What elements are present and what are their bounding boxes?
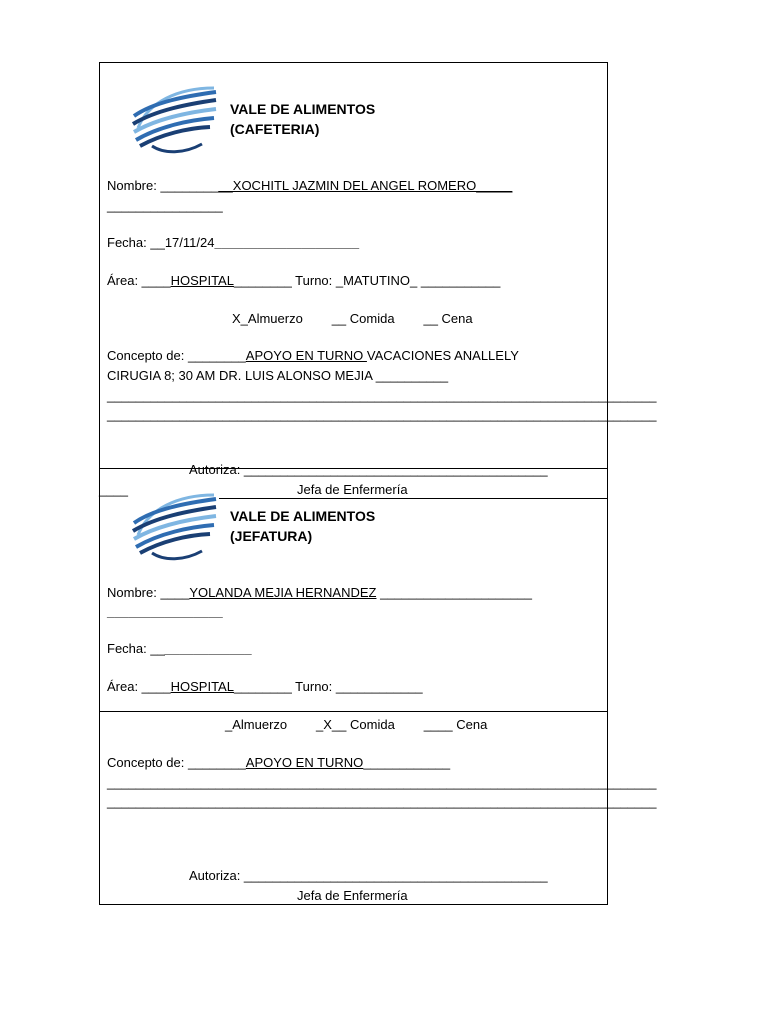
voucher2-meal-options: _Almuerzo _X__ Comida ____ Cena (225, 717, 488, 732)
divider-between-vouchers (219, 498, 608, 499)
wave-logo-icon (128, 82, 220, 156)
voucher1-autoriza: Autoriza: __________________________________________ (189, 462, 548, 477)
voucher2-subtitle: (JEFATURA) (230, 528, 313, 544)
voucher2-area-row: Área: ____HOSPITAL________ Turno: ____________ (107, 679, 423, 694)
voucher1-concepto-row: Concepto de: ________APOYO EN TURNO VACACIONES ANALLELY (107, 348, 519, 363)
voucher1-title: VALE DE ALIMENTOS (230, 101, 376, 117)
voucher1-blank-line-2: ____________________________________________________________________________ (107, 407, 657, 422)
divider-lower-section (99, 711, 608, 712)
voucher1-blank-line-1: ____________________________________________________________________________ (107, 388, 657, 403)
voucher1-left-dash: ____ (99, 482, 128, 497)
voucher1-nombre-continuation: ________________ (107, 198, 223, 213)
voucher1-fecha-row: Fecha: __17/11/24____________________ (107, 235, 360, 250)
voucher2-nombre-value: YOLANDA MEJIA HERNANDEZ (189, 585, 377, 600)
voucher1-jefa: Jefa de Enfermería (297, 482, 408, 497)
voucher1-subtitle: (CAFETERIA) (230, 121, 320, 137)
voucher2-nombre-row: Nombre: ____YOLANDA MEJIA HERNANDEZ _____________________ (107, 585, 532, 600)
voucher1-nombre-row: Nombre: __________XOCHITL JAZMIN DEL ANGEL ROMERO_____ (107, 178, 513, 193)
voucher2-nombre-continuation: ________________ (107, 604, 223, 619)
voucher1-concepto-value: APOYO EN TURNO (245, 348, 367, 363)
voucher1-meal-options: X_Almuerzo __ Comida __ Cena (232, 311, 473, 326)
voucher1-area-row: Área: ____HOSPITAL________ Turno: _MATUTINO_ ___________ (107, 273, 501, 288)
voucher2-area-value: HOSPITAL (170, 679, 234, 694)
wave-logo-icon (128, 489, 220, 563)
voucher2-blank-line-1: ____________________________________________________________________________ (107, 775, 657, 790)
voucher1-fecha-value: 17/11/24 (164, 235, 215, 250)
voucher1-area-value: HOSPITAL (170, 273, 234, 288)
voucher2-blank-line-2: ____________________________________________________________________________ (107, 794, 657, 809)
voucher2-concepto-row: Concepto de: ________APOYO EN TURNO____________ (107, 755, 451, 770)
voucher1-concepto-line2: CIRUGIA 8; 30 AM DR. LUIS ALONSO MEJIA __________ (107, 368, 449, 383)
voucher2-concepto-value: APOYO EN TURNO (245, 755, 364, 770)
voucher2-title: VALE DE ALIMENTOS (230, 508, 376, 524)
voucher2-jefa: Jefa de Enfermería (297, 888, 408, 903)
voucher2-autoriza: Autoriza: __________________________________________ (189, 868, 548, 883)
voucher2-fecha-row: Fecha: ______________ (107, 641, 252, 656)
voucher1-nombre-value: __XOCHITL JAZMIN DEL ANGEL ROMERO_____ (218, 178, 513, 193)
